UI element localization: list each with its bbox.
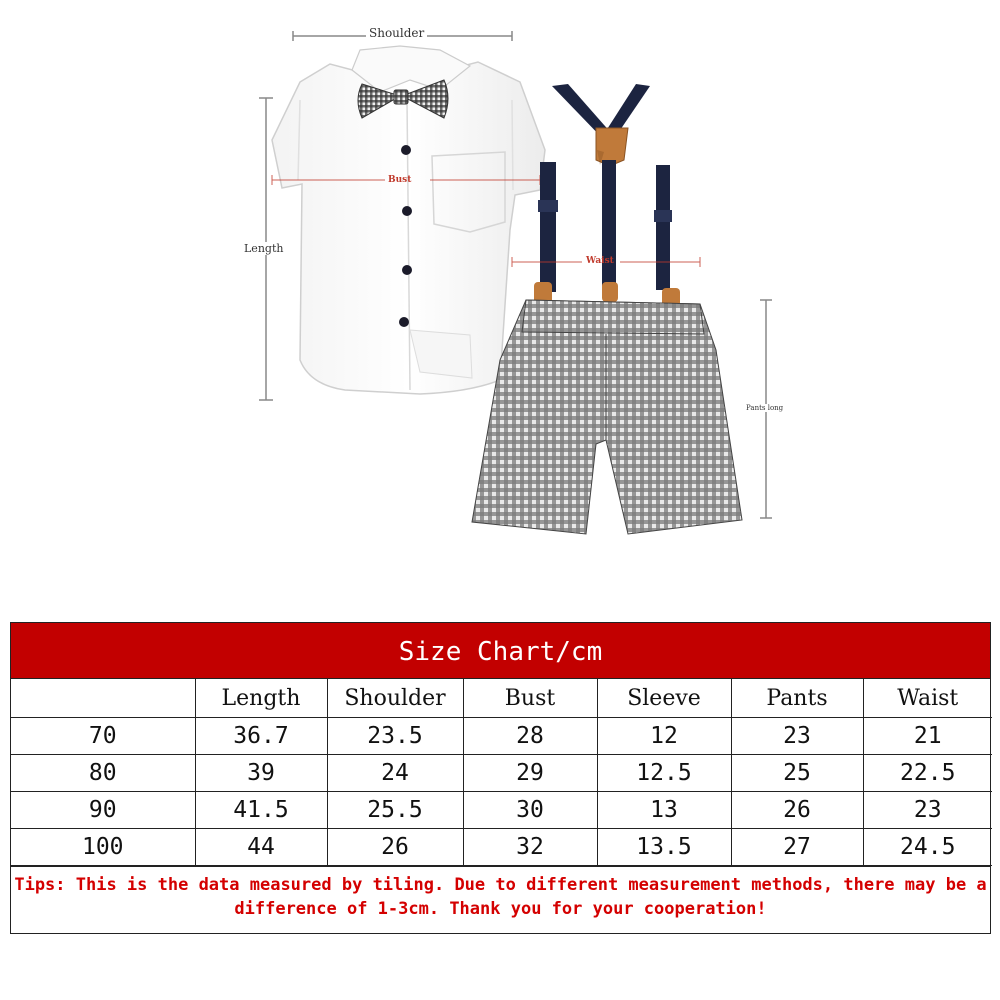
- table-row: [11, 718, 992, 755]
- length-label: Length: [244, 242, 284, 255]
- table-cell: 70: [11, 718, 195, 755]
- checked-shorts: [472, 300, 742, 534]
- table-cell: 90: [11, 792, 195, 829]
- table-cell: 21: [863, 718, 992, 755]
- table-cell: 25: [731, 755, 863, 792]
- table-cell: 80: [11, 755, 195, 792]
- table-row: [11, 755, 992, 792]
- table-cell: 24.5: [863, 829, 992, 866]
- table-cell: 28: [463, 718, 597, 755]
- size-chart-table: [10, 622, 991, 934]
- table-cell: 25.5: [327, 792, 463, 829]
- table-cell: 39: [195, 755, 327, 792]
- table-cell: 13.5: [597, 829, 731, 866]
- header-cell-shoulder: Shoulder: [327, 679, 463, 718]
- waist-label: Waist: [586, 256, 614, 266]
- table-cell: 24: [327, 755, 463, 792]
- table-cell: 26: [327, 829, 463, 866]
- size-table: [11, 679, 992, 866]
- table-cell: 41.5: [195, 792, 327, 829]
- header-cell-sleeve: Sleeve: [597, 679, 731, 718]
- header-cell-waist: Waist: [863, 679, 992, 718]
- table-cell: 23: [731, 718, 863, 755]
- table-cell: 36.7: [195, 718, 327, 755]
- header-cell-length: Length: [195, 679, 327, 718]
- pants-long-label: Pants long: [746, 404, 784, 412]
- table-cell: 100: [11, 829, 195, 866]
- table-cell: 26: [731, 792, 863, 829]
- header-cell-size: [11, 679, 195, 718]
- table-cell: 12: [597, 718, 731, 755]
- header-cell-bust: Bust: [463, 679, 597, 718]
- table-cell: 44: [195, 829, 327, 866]
- table-cell: 23: [863, 792, 992, 829]
- table-cell: 13: [597, 792, 731, 829]
- table-cell: 30: [463, 792, 597, 829]
- table-cell: 23.5: [327, 718, 463, 755]
- table-header-row: [11, 679, 992, 718]
- table-cell: 22.5: [863, 755, 992, 792]
- tips-note: Tips: This is the data measured by tiling. Due to different measurement methods, there may be a difference of 1-3cm. Thank you for your cooperation!: [11, 866, 990, 930]
- table-row: [11, 792, 992, 829]
- table-cell: 29: [463, 755, 597, 792]
- header-cell-pants: Pants: [731, 679, 863, 718]
- table-cell: 27: [731, 829, 863, 866]
- bust-label: Bust: [388, 175, 412, 185]
- table-cell: 32: [463, 829, 597, 866]
- table-row: [11, 829, 992, 866]
- shoulder-label: Shoulder: [366, 26, 427, 40]
- suspenders: [533, 84, 681, 325]
- size-chart-title: Size Chart/cm: [11, 623, 990, 679]
- table-cell: 12.5: [597, 755, 731, 792]
